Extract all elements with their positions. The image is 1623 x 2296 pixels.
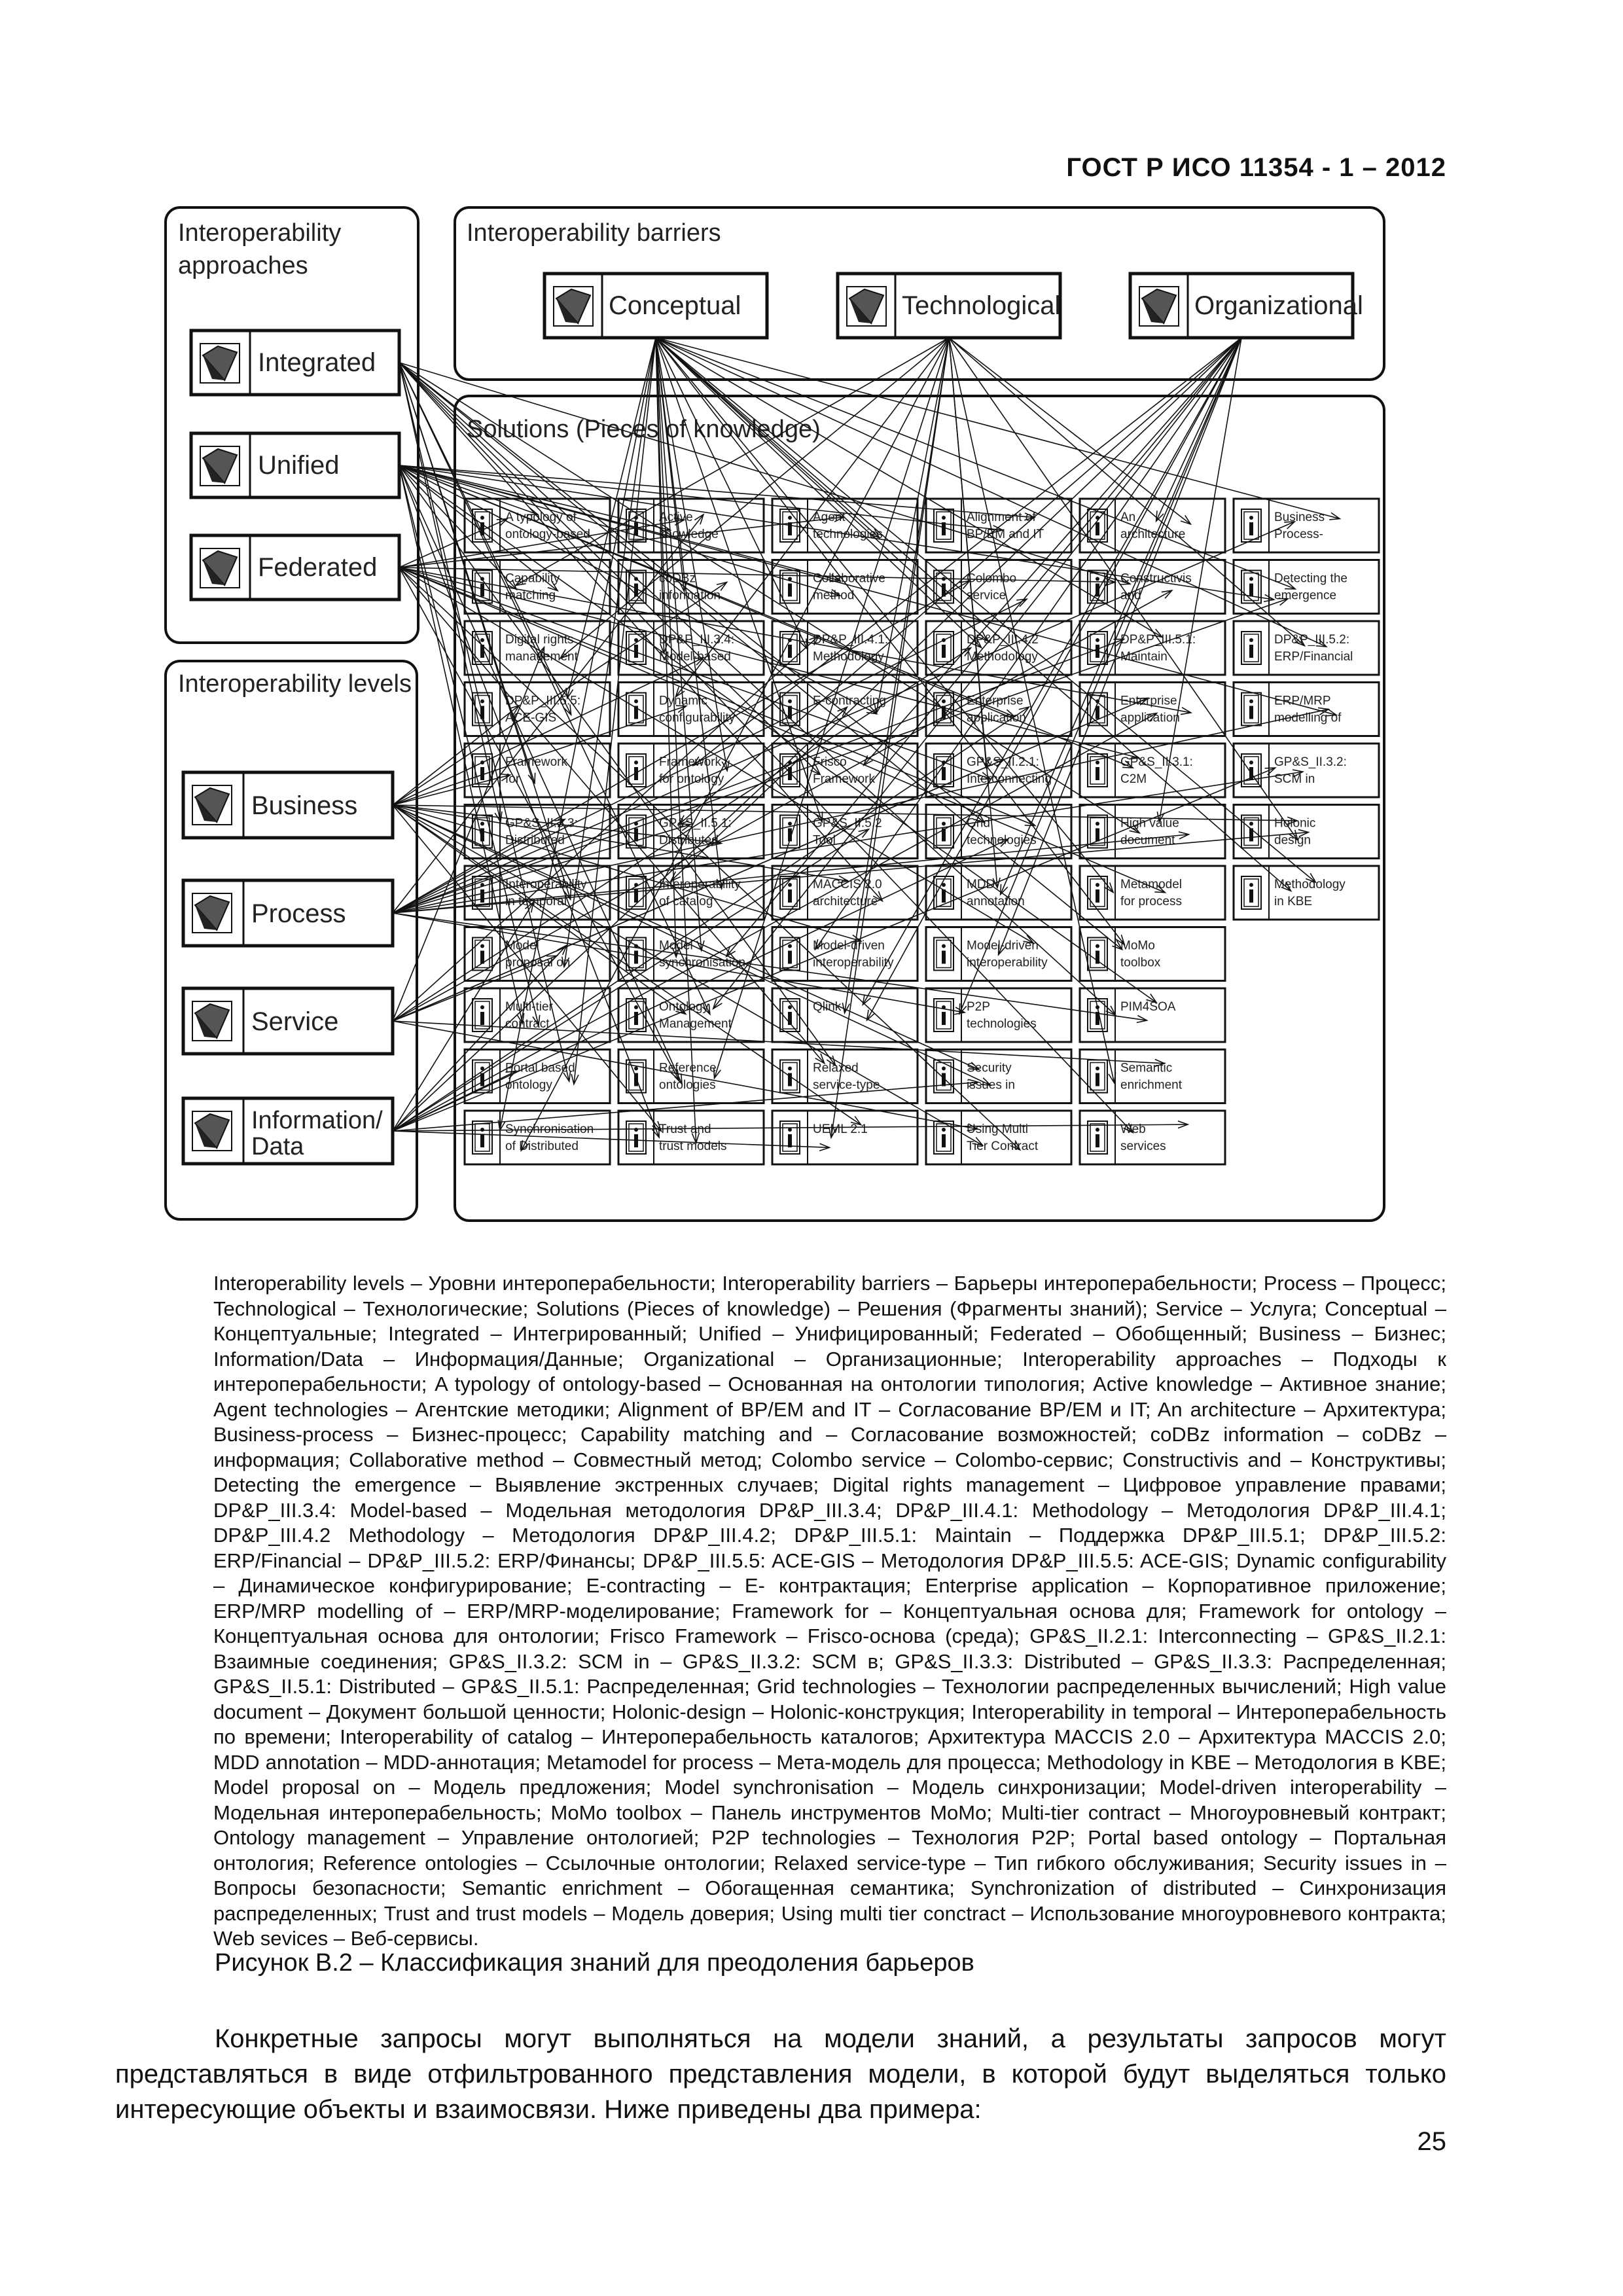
solution-label-line1: Model-driven <box>967 939 1039 953</box>
figure-legend <box>115 1271 1446 1952</box>
solution-label-line2: ontology <box>505 1078 552 1092</box>
solution-label-line2: management <box>505 650 578 664</box>
solution-label-line1: Business <box>1274 511 1325 524</box>
solution-label-line1: Framework <box>505 755 568 769</box>
info-icon <box>1088 632 1107 664</box>
figure-caption: Рисунок В.2 – Классификация знаний для преодоления барьеров <box>215 1949 974 1977</box>
info-icon <box>1241 754 1261 787</box>
solution-label-line1: DP&P_III.4.1: <box>813 633 889 647</box>
solution-label-line2: Maintain <box>1120 650 1168 664</box>
solution-label-line2: modelling of <box>1274 711 1342 725</box>
solution-label-line1: GP&S_II.2.1: <box>967 755 1039 769</box>
info-icon <box>626 1121 646 1154</box>
solution-label-line1: GP&S_II.3.2: <box>1274 755 1347 769</box>
solution-label-line2: application <box>967 711 1026 725</box>
solution-label-line1: DP&P_III.4.2 <box>967 633 1039 647</box>
solution-label-line2: Tool <box>813 833 836 848</box>
solution-label-line2: knowledge <box>659 528 719 541</box>
solution-label-line1: DP&P_III.5.5: <box>505 694 581 708</box>
solution-label-line2: Framework <box>813 772 876 786</box>
solution-label-line2: technologies <box>813 528 883 541</box>
solution-label-line1: MACCIS 2.0 <box>813 878 882 891</box>
solution-label-line1: Active <box>659 511 693 524</box>
barriers-title: Interoperability barriers <box>467 219 721 247</box>
solution-label-line1: An <box>1120 511 1136 524</box>
solution-label-line1: Qlink <box>813 1000 842 1014</box>
solution-label-line1: GP&S_II.5.2 <box>813 816 882 831</box>
solution-label-line1: Ontology <box>659 1000 709 1014</box>
info-icon <box>780 632 800 664</box>
page-number: 25 <box>1417 2127 1446 2156</box>
info-icon <box>473 938 492 971</box>
level-label-2: Service <box>251 1007 339 1036</box>
info-icon <box>780 754 800 787</box>
approach-label-integrated: Integrated <box>258 348 376 377</box>
info-icon <box>934 938 954 971</box>
approach-label-federated: Federated <box>258 553 378 582</box>
solution-label-line1: Colombo <box>967 571 1017 586</box>
approaches-title-line2: approaches <box>178 252 308 279</box>
solution-label-line2: of Distributed <box>505 1139 579 1153</box>
solution-label-line1: Portal based <box>505 1061 575 1075</box>
solution-label-line2: for process <box>1120 895 1182 908</box>
solution-label-line1: Grid <box>967 816 990 831</box>
solution-label-line1: DP&P_III.3.4: <box>659 633 735 647</box>
solution-label-line2: application <box>1120 711 1180 725</box>
solution-label-line1: ERP/MRP <box>1274 694 1331 708</box>
solution-label-line2: of catalog <box>659 895 713 908</box>
approaches-title-line1: Interoperability <box>178 219 342 247</box>
solution-label-line2: ACE-GIS <box>505 711 557 725</box>
solution-label-line1: Multi-tier <box>505 1000 553 1014</box>
solution-label-line1: Web <box>1120 1122 1146 1136</box>
solution-label-line1: P2P <box>967 1000 990 1014</box>
solution-label-line1: Capability <box>505 571 560 586</box>
solution-label-line2: Methodology <box>813 650 884 664</box>
solution-label-line2: interoperability <box>967 956 1048 970</box>
solution-label-line1: Framework <box>659 755 722 769</box>
solution-label-line1: Methodology <box>1274 878 1346 891</box>
solution-label-line2: matching <box>505 588 556 603</box>
solution-label-line1: Metamodel <box>1120 878 1182 891</box>
diagram-canvas <box>157 196 1400 1230</box>
solution-label-line1: Agent <box>813 511 846 524</box>
solution-label-line2: synchronisation <box>659 956 746 970</box>
solution-label-line1: PIM4SOA <box>1120 1000 1176 1014</box>
solution-label-line2: method <box>813 588 855 603</box>
solution-label-line1: Digital rights <box>505 633 574 647</box>
solution-label-line2: interoperability <box>813 956 894 970</box>
solution-label-line1: GP&S_II.3.3: <box>505 816 578 831</box>
solution-label-line1: MDD <box>967 878 995 891</box>
solution-label-line2: document <box>1120 833 1175 848</box>
solution-label-line1: E-contracting <box>813 694 886 708</box>
solution-label-line1: Synchronisation <box>505 1122 594 1136</box>
solution-label-line1: Model <box>505 939 539 953</box>
body-paragraph <box>115 2021 1446 2127</box>
solution-label-line2: ERP/Financial <box>1274 650 1353 664</box>
solution-label-line2: Process- <box>1274 528 1323 541</box>
solution-label-line1: Detecting the <box>1274 571 1347 586</box>
barrier-label-organizational: Organizational <box>1194 291 1363 320</box>
solution-label-line2: BP/EM and IT <box>967 528 1044 541</box>
info-icon <box>780 876 800 909</box>
level-label-3-b: Data <box>251 1133 304 1160</box>
solution-label-line2: architecture <box>1120 528 1186 541</box>
solution-label-line2: information <box>659 588 721 603</box>
solution-label-line2: C2M <box>1120 772 1147 786</box>
solution-label-line2: service <box>967 588 1007 603</box>
solution-label-line2: configurability <box>659 711 736 725</box>
barrier-label-technological: Technological <box>902 291 1061 320</box>
solution-label-line2: ontology-based <box>505 528 590 541</box>
solution-label-line1: Holonic <box>1274 816 1316 831</box>
solution-label-line1: UEML 2.1 <box>813 1122 868 1136</box>
solution-label-line1: Relaxed <box>813 1061 859 1075</box>
solution-label-line1: Reference <box>659 1061 717 1075</box>
solution-label-line2: SCM in <box>1274 772 1315 786</box>
solution-label-line1: Security <box>967 1061 1012 1075</box>
solution-label-line1: Frisco <box>813 755 847 769</box>
solution-label-line1: Interoperability <box>505 878 587 891</box>
solution-label-line1: GP&S_II.5.1: <box>659 816 732 831</box>
solution-label-line1: Enterprise <box>967 694 1024 708</box>
solution-label-line2: Management <box>659 1017 732 1031</box>
solutions-title: Solutions (Pieces of knowledge) <box>467 416 821 443</box>
solution-label-line2: enrichment <box>1120 1078 1182 1092</box>
info-icon <box>934 999 954 1031</box>
solution-label-line1: GP&S_II.3.1: <box>1120 755 1193 769</box>
solution-label-line1: A typology of <box>505 511 577 524</box>
info-icon <box>780 816 800 848</box>
solution-label-line2: Distributed <box>659 833 719 848</box>
info-icon <box>1088 999 1107 1031</box>
solution-label-line1: High value <box>1120 816 1179 831</box>
solution-label-line1: Enterprise <box>1120 694 1177 708</box>
solution-label-line1: MoMo <box>1120 939 1155 953</box>
info-icon <box>1241 693 1261 726</box>
solution-label-line2: for <box>505 772 520 786</box>
solution-label-line2: Interconnecting <box>967 772 1052 786</box>
info-icon <box>1088 754 1107 787</box>
solution-label-line2: in KBE <box>1274 895 1313 908</box>
solution-label-line1: Trust and <box>659 1122 711 1136</box>
solution-label-line1: Collaborative <box>813 571 885 586</box>
level-label-0: Business <box>251 791 358 820</box>
info-icon <box>780 1121 800 1154</box>
solution-label-line2: technologies <box>967 833 1037 848</box>
info-icon <box>1241 571 1261 603</box>
solution-label-line1: Interoperability <box>659 878 741 891</box>
solution-label-line2: in temporal <box>505 895 567 908</box>
solution-label-line2: design <box>1274 833 1311 848</box>
solution-label-line2: Methodology <box>967 650 1038 664</box>
solution-label-line2: ontologies <box>659 1078 716 1092</box>
solution-label-line2: services <box>1120 1139 1166 1153</box>
solution-label-line1: Semantic <box>1120 1061 1173 1075</box>
solution-label-line2: toolbox <box>1120 956 1161 970</box>
solution-label-line1: Model-driven <box>813 939 885 953</box>
solution-label-line2: Distributed <box>505 833 565 848</box>
solution-label-line2: Model-based <box>659 650 731 664</box>
info-icon <box>1241 876 1261 909</box>
solution-label-line2: proposal on <box>505 956 571 970</box>
solution-label-line1: Using Multi <box>967 1122 1028 1136</box>
paragraph-text: Конкретные запросы могут выполняться на модели знаний, а результаты запросов могут представляться в виде отфильтрованного представления модели, в которой будут выделяться только интересующие объекты и взаимосвязи. Ниже приведены два примера: <box>115 2024 1446 2124</box>
document-header: ГОСТ Р ИСО 11354 - 1 – 2012 <box>1066 153 1446 182</box>
solution-label-line1: DP&P_III.5.2: <box>1274 633 1350 647</box>
info-icon <box>1088 1121 1107 1154</box>
solution-label-line2: annotation <box>967 895 1025 908</box>
solution-label-line1: Constructivis <box>1120 571 1192 586</box>
solution-label-line2: service-type <box>813 1078 880 1092</box>
barriers-diagram <box>157 196 1400 1230</box>
solution-label-line2: issues in <box>967 1078 1015 1092</box>
solution-label-line2: contract <box>505 1017 550 1031</box>
solution-label-line2: architecture <box>813 895 878 908</box>
solution-label-line1: coDBz <box>659 571 696 586</box>
solution-label-line2: Tier Contract <box>967 1139 1039 1153</box>
info-icon <box>1241 632 1261 664</box>
solution-label-line2: trust models <box>659 1139 727 1153</box>
solution-label-line2: technologies <box>967 1017 1037 1031</box>
solution-label-line1: Alignment of <box>967 511 1036 524</box>
solution-label-line1: DP&P_III.5.1: <box>1120 633 1196 647</box>
approach-label-unified: Unified <box>258 451 340 480</box>
levels-title: Interoperability levels <box>178 670 412 698</box>
level-label-1: Process <box>251 899 346 928</box>
info-icon <box>626 632 646 664</box>
info-icon <box>473 1121 492 1154</box>
solution-label-line2: and <box>1120 588 1141 603</box>
solution-label-line2: emergence <box>1274 588 1337 603</box>
solution-label-line1: Model <box>659 939 693 953</box>
barrier-label-conceptual: Conceptual <box>609 291 741 320</box>
info-icon <box>934 816 954 848</box>
solution-label-line1: Dynamic <box>659 694 707 708</box>
legend-text: Interoperability levels – Уровни интероперабельности; Interoperability barriers – Барьеры интероперабельности; Process – Процесс; Technological – Технологические; Solutions (Pieces of knowledge) – Решения (Фрагменты знаний); Service – Услуга; Conceptual – Концептуальные; Integrated – Интегрированный; Unified – Унифицированный; Federated – Обобщенный; Business – Бизнес; Information/Data – Информация/Данные; Organizational – Организационные; Interoperability approaches – Подходы к интероперабельности; A typology of ontology-based – Основанная на онтологии типология; Active knowledge – Активное знание; Agent technologies – Агентские методики; Alignment of BP/EM and IT – Согласование BP/EM и IT; An architecture – Архитектура; Business-process – Бизнес-процесс; Capability matching and – Согласование возможностей; coDBz information – coDBz – информация; Collaborative method – Совместный метод; Colombo service – Colombo-сервис; Constructivis and – Конструктивы; Detecting the emergence – Выявление экстренных случаев; Digital rights management – Цифровое управление правами; DP&P_III.3.4: Model-based – Модельная методология DP&P_III.3.4; DP&P_III.4.1: Methodology – Методология DP&P_III.4.1; DP&P_III.4.2 Methodology – Методология DP&P_III.4.2; DP&P_III.5.1: Maintain – Поддержка DP&P_III.5.1; DP&P_III.5.2: ERP/Financial – DP&P_III.5.2: ERP/Финансы; DP&P_III.5.5: ACE-GIS – Методология DP&P_III.5.5: ACE-GIS; Dynamic configurability – Динамическое конфигурирование; E-contracting – E- контрактация; Enterprise application – Корпоративное приложение; ERP/MRP modelling of – ERP/MRP-моделирование; Framework for – Концептуальная основа для; Framework for ontology – Концептуальная основа для онтологии; Frisco Framework – Frisco-основа (среда); GP&S_II.2.1: Interconnecting – GP&S_II.2.1: Взаимные соединения; GP&S_II.3.2: SCM in – GP&S_II.3.2: SCM в; GP&S_II.3.3: Distributed – GP&S_II.3.3: Распределенная; GP&S_II.5.1: Distributed – GP&S_II.5.1: Распределенная; Grid technologies – Технологии распределенных вычислений; High value document – Документ большой ценности; Holonic-design – Holonic-конструкция; Interoperability in temporal – Интероперабельность по времени; Interoperability of catalog – Интероперабельность каталогов; Архитектура MACCIS 2.0 – Архитектура MACCIS 2.0; MDD annotation – MDD-аннотация; Metamodel for process – Мета-модель для процесса; Methodology in KBE – Методология в KBE; Model proposal on – Модель предложения; Model synchronisation – Модель синхронизации; Model-driven interoperability – Модельная интероперабельность; MoMo toolbox – Панель инструментов MoMo; Multi-tier contract – Многоуровневый контракт; Ontology management – Управление онтологией; P2P technologies – Технология P2P; Portal based ontology – Портальная онтология; Reference ontologies – Ссылочные онтологии; Relaxed service-type – Тип гибкого обслуживания; Security issues in – Вопросы безопасности; Semantic enrichment – Обогащенная семантика; Synchronization of distributed – Синхронизация распределенных; Trust and trust models – Модель доверия; Using multi tier conctract – Использование многоуровневого контракта; Web sevices – Веб-сервисы. <box>213 1272 1446 1950</box>
level-label-3-a: Information/ <box>251 1107 383 1134</box>
solution-label-line2: for ontology <box>659 772 724 786</box>
info-icon <box>934 1060 954 1093</box>
